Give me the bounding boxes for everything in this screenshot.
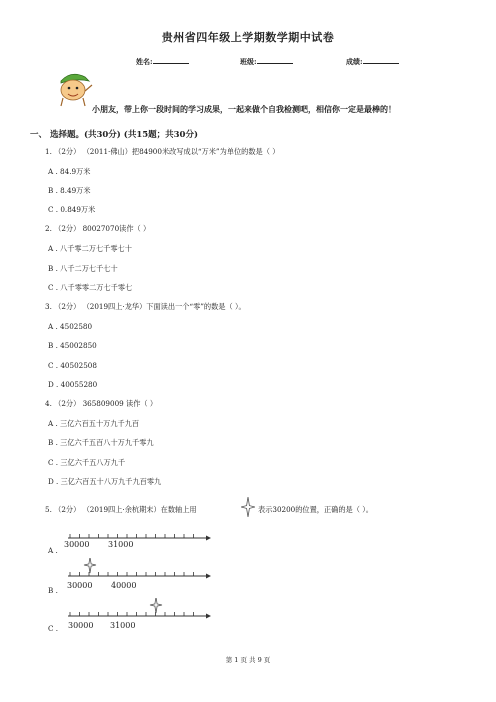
question-4-option-c: C . 三亿六千五八万九千 [48, 458, 126, 467]
name-label: 姓名: [136, 57, 153, 66]
number-line-arrow [206, 536, 211, 541]
question-5-option-b-label: B . [48, 586, 58, 595]
question-5-option-b-number-line [64, 558, 214, 594]
question-2-option-b: B . 八千二万七千七十 [48, 264, 118, 273]
page-title: 贵州省四年级上学期数学期中试卷 [161, 31, 335, 44]
page-footer: 第 1 页 共 9 页 [225, 656, 271, 664]
star-marker-icon [150, 598, 162, 613]
question-5-stem-end: 表示30200的位置，正确的是（ ）。 [258, 505, 373, 514]
number-line-tick-label: 30000 [64, 540, 90, 549]
number-line-arrow [206, 614, 211, 619]
class-field [240, 56, 293, 67]
number-line-arrow [206, 574, 211, 579]
question-3-option-c: C . 40502508 [48, 361, 97, 370]
question-4-stem: 4. （2分） 365809009 读作（ ） [45, 399, 158, 408]
score-label: 成绩: [346, 57, 363, 66]
question-3-option-d: D . 40055280 [48, 380, 98, 389]
question-4-option-a: A . 三亿六百五十万九千九百 [48, 419, 140, 428]
score-blank [363, 56, 399, 64]
question-5-stem-start: 5. （2分） （2019四上·余杭期末）在数轴上用 [45, 505, 197, 514]
star-marker-icon [241, 497, 255, 517]
question-5-option-c-number-line [64, 598, 214, 634]
score-field [346, 56, 399, 67]
question-1-stem: 1. （2分） （2011·佛山）把84900米改写成以“万米”为单位的数是（ ） [45, 147, 280, 156]
question-3-option-b: B . 45002850 [48, 341, 97, 350]
question-4-option-d: D . 三亿六百五十八万九千九百零九 [48, 477, 162, 486]
question-2-stem: 2. （2分） 80027070读作（ ） [45, 224, 151, 233]
number-line-tick-label: 31000 [108, 540, 134, 549]
name-blank [153, 56, 189, 64]
question-1-option-c: C . 0.849万米 [48, 205, 96, 214]
section-heading: 一、 选择题。(共30分) (共15题；共30分) [30, 130, 198, 140]
question-4-option-b: B . 三亿六千五百八十万九千零九 [48, 438, 154, 447]
question-5-option-a-label: A . [48, 546, 58, 555]
number-line-tick-label: 31000 [110, 621, 136, 630]
class-label: 班级: [240, 57, 257, 66]
question-3-stem: 3. （2分） （2019四上·龙华）下面读出一个“零”的数是（ ）。 [45, 302, 246, 311]
question-1-option-a: A . 84.9万米 [48, 167, 91, 176]
star-marker-icon [84, 558, 96, 573]
number-line-tick-label: 30000 [68, 621, 94, 630]
name-field [136, 56, 189, 67]
question-5-option-c-label: C . [48, 624, 59, 633]
number-line-tick-label: 40000 [111, 581, 137, 590]
class-blank [257, 56, 293, 64]
question-5-option-a-number-line [64, 534, 214, 556]
question-2-option-a: A . 八千零二万七千零七十 [48, 244, 132, 253]
encouragement-text: 小朋友，带上你一段时间的学习成果，一起来做个自我检测吧，相信你一定是最棒的！ [92, 104, 396, 114]
question-1-option-b: B . 8.49万米 [48, 186, 91, 195]
mascot-illustration [52, 68, 94, 108]
question-3-option-a: A . 4502580 [48, 322, 93, 331]
number-line-tick-label: 30000 [67, 581, 93, 590]
question-2-option-c: C . 八千零零二万七千零七 [48, 283, 133, 292]
